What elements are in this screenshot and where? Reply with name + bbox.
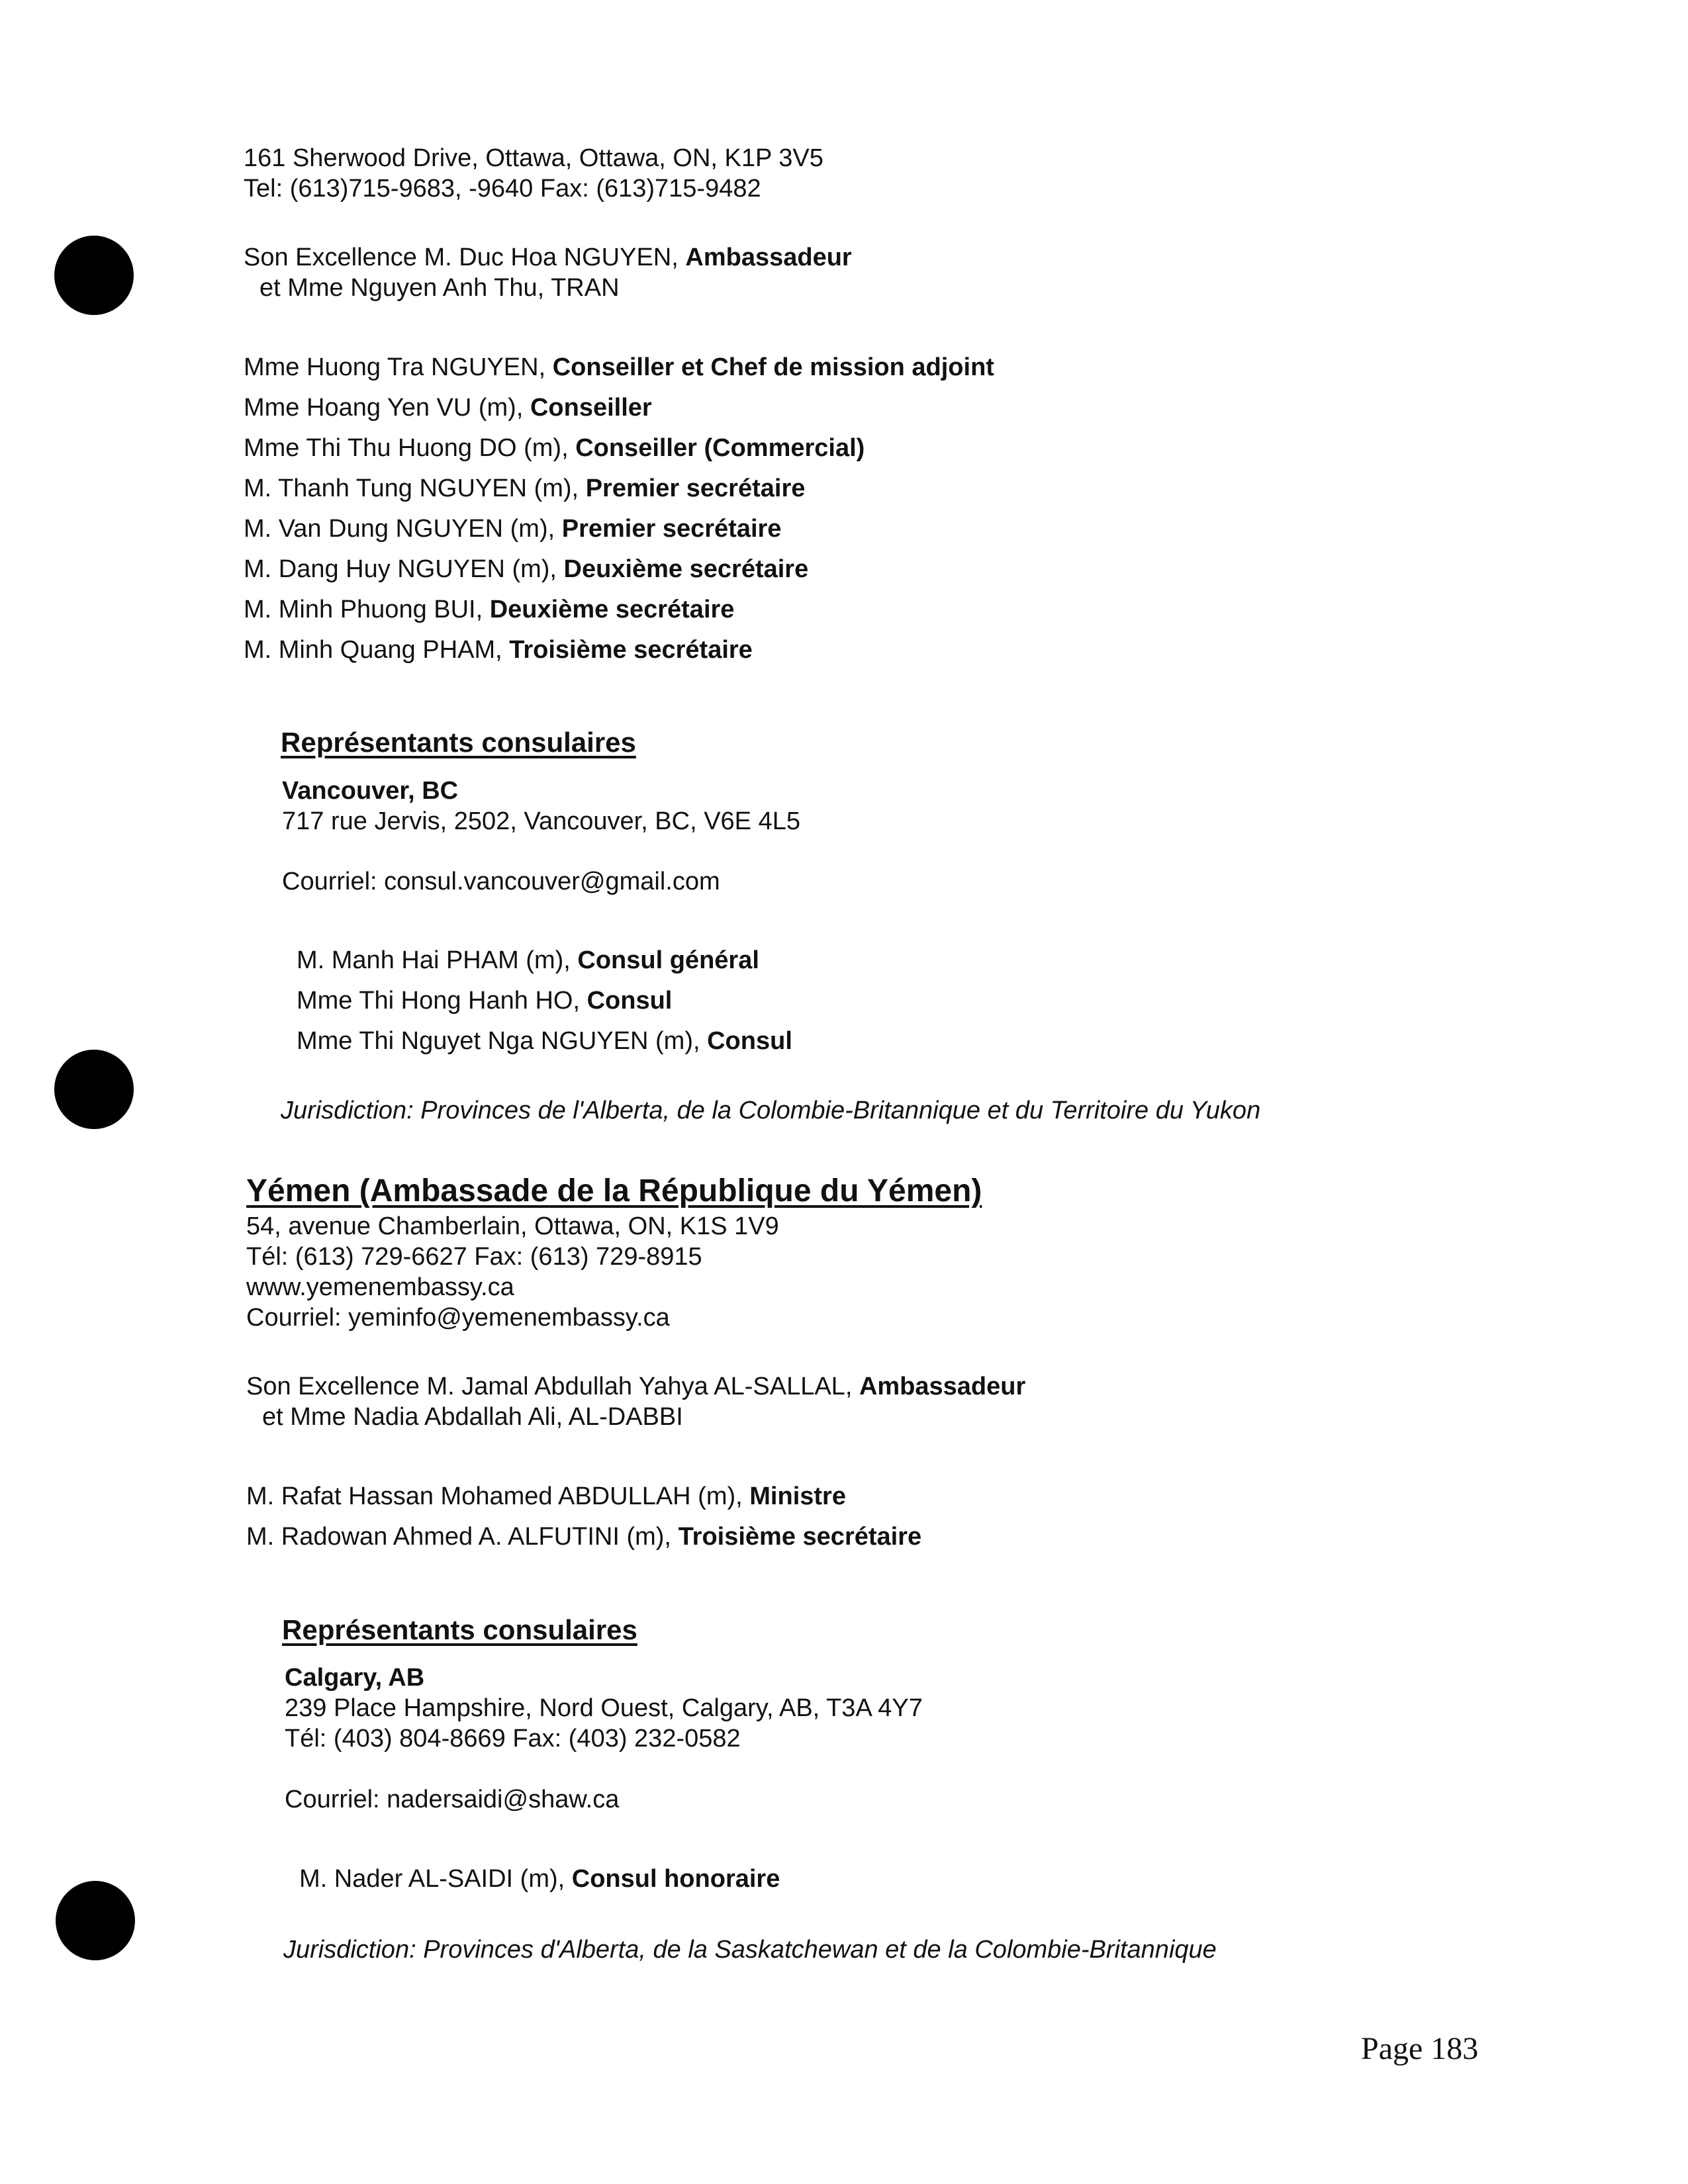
consul-entry [297, 1026, 792, 1056]
embassy-website: www.yemenembassy.ca [246, 1273, 514, 1301]
staff-name: Mme Hoang Yen VU (m), [244, 394, 524, 422]
embassy-phone: Tél: (613) 729-6627 Fax: (613) 729-8915 [246, 1243, 702, 1271]
consular-heading: Représentants consulaires [282, 1614, 637, 1645]
staff-title: Troisième secrétaire [678, 1523, 922, 1551]
ambassador-line [244, 242, 852, 273]
consul-title: Consul honoraire [571, 1865, 780, 1893]
staff-name: M. Thanh Tung NGUYEN (m), [244, 475, 579, 502]
staff-title: Troisième secrétaire [509, 636, 753, 664]
embassy-email: Courriel: yeminfo@yemenembassy.ca [246, 1304, 670, 1332]
ambassador-title: Ambassadeur [859, 1373, 1026, 1400]
staff-name: M. Minh Quang PHAM, [244, 636, 502, 664]
consul-title: Consul [586, 987, 673, 1015]
consular-jurisdiction: Jurisdiction: Provinces de l'Alberta, de la Colombie-Britannique et du Territoire du Yukon [281, 1097, 1261, 1124]
consular-phone: Tél: (403) 804-8669 Fax: (403) 232-0582 [285, 1725, 741, 1752]
staff-entry [244, 433, 865, 463]
consul-name: M. Manh Hai PHAM (m), [297, 946, 571, 974]
consul-entry [297, 985, 672, 1016]
staff-title: Premier secrétaire [585, 475, 806, 502]
staff-name: M. Van Dung NGUYEN (m), [244, 515, 555, 543]
staff-entry [246, 1481, 846, 1512]
country-heading: Yémen (Ambassade de la République du Yémen) [246, 1173, 982, 1208]
embassy-phone: Tel: (613)715-9683, -9640 Fax: (613)715-9482 [244, 175, 761, 203]
staff-title: Premier secrétaire [561, 515, 782, 543]
staff-title: Deuxième secrétaire [489, 596, 735, 623]
staff-entry [244, 635, 753, 665]
staff-entry [244, 352, 994, 383]
punch-hole-bottom [56, 1881, 135, 1960]
embassy-address: 54, avenue Chamberlain, Ottawa, ON, K1S 1V9 [246, 1212, 779, 1240]
ambassador-line [246, 1371, 1025, 1402]
staff-title: Ministre [749, 1482, 846, 1510]
embassy-address: 161 Sherwood Drive, Ottawa, Ottawa, ON, K1P 3V5 [244, 144, 823, 172]
staff-name: M. Minh Phuong BUI, [244, 596, 483, 623]
consul-name: Mme Thi Nguyet Nga NGUYEN (m), [297, 1027, 700, 1055]
consular-email: Courriel: nadersaidi@shaw.ca [285, 1786, 620, 1813]
page-number: Page 183 [1361, 2031, 1479, 2066]
punch-hole-top [54, 236, 134, 315]
consular-city: Vancouver, BC [282, 777, 459, 805]
consul-name: M. Nader AL-SAIDI (m), [299, 1865, 565, 1893]
staff-name: Mme Thi Thu Huong DO (m), [244, 434, 569, 462]
ambassador-spouse: et Mme Nguyen Anh Thu, TRAN [259, 274, 620, 302]
staff-name: Mme Huong Tra NGUYEN, [244, 353, 546, 381]
staff-title: Deuxième secrétaire [563, 555, 809, 583]
ambassador-name: Son Excellence M. Jamal Abdullah Yahya AL-SALLAL, [246, 1373, 853, 1400]
ambassador-title: Ambassadeur [685, 244, 852, 271]
ambassador-name: Son Excellence M. Duc Hoa NGUYEN, [244, 244, 679, 271]
consular-city: Calgary, AB [285, 1664, 425, 1692]
staff-name: M. Radowan Ahmed A. ALFUTINI (m), [246, 1523, 671, 1551]
staff-entry [244, 554, 808, 584]
staff-entry [244, 473, 805, 504]
staff-title: Conseiller (Commercial) [575, 434, 865, 462]
staff-name: M. Dang Huy NGUYEN (m), [244, 555, 557, 583]
staff-name: M. Rafat Hassan Mohamed ABDULLAH (m), [246, 1482, 743, 1510]
consul-entry [297, 945, 759, 976]
consular-heading: Représentants consulaires [281, 727, 636, 758]
consular-address: 239 Place Hampshire, Nord Ouest, Calgary, AB, T3A 4Y7 [285, 1694, 923, 1722]
staff-entry [244, 392, 652, 423]
staff-entry [244, 594, 734, 625]
consular-email: Courriel: consul.vancouver@gmail.com [282, 868, 720, 895]
staff-entry [244, 514, 781, 544]
consul-name: Mme Thi Hong Hanh HO, [297, 987, 581, 1015]
consul-title: Consul [707, 1027, 792, 1055]
consul-title: Consul général [577, 946, 759, 974]
consular-address: 717 rue Jervis, 2502, Vancouver, BC, V6E 4L5 [282, 807, 800, 835]
consular-jurisdiction: Jurisdiction: Provinces d'Alberta, de la Saskatchewan et de la Colombie-Britannique [283, 1936, 1217, 1964]
staff-title: Conseiller et Chef de mission adjoint [552, 353, 994, 381]
staff-entry [246, 1522, 921, 1552]
staff-title: Conseiller [530, 394, 652, 422]
consul-entry [299, 1864, 780, 1894]
punch-hole-middle [54, 1050, 134, 1129]
ambassador-spouse: et Mme Nadia Abdallah Ali, AL-DABBI [262, 1403, 683, 1431]
